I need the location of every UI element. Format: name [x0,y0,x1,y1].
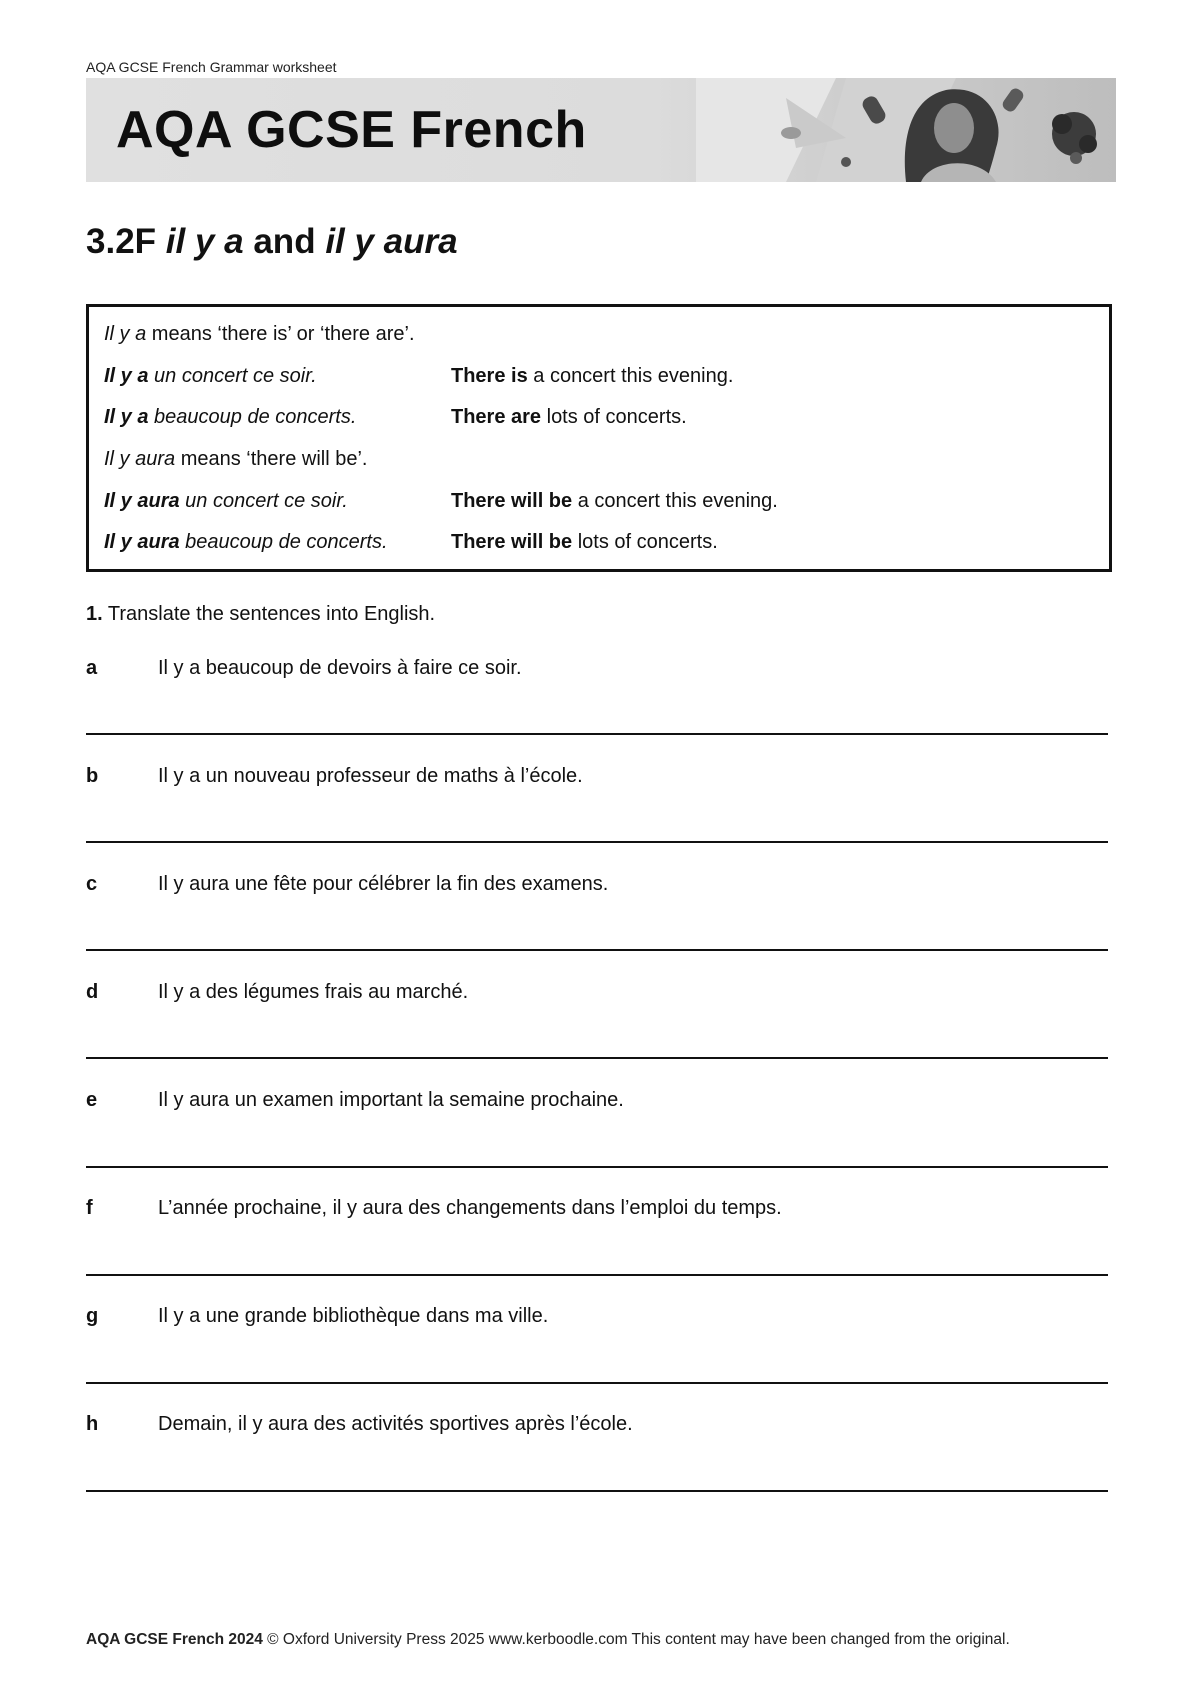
rule-text: means ‘there will be’. [175,448,368,470]
example-en-rest: lots of concerts. [541,406,687,428]
example-fr-rest: beaucoup de concerts. [148,406,357,428]
question-text: Demain, il y aura des activités sportives après l’école. [158,1413,633,1435]
answer-line[interactable] [86,733,1108,735]
section-title-term-2: il y aura [325,222,458,261]
example-en [451,406,687,429]
section-title-and: and [253,222,316,261]
example-en-keyword: There are [451,406,542,428]
example-fr-rest: beaucoup de concerts. [179,531,388,553]
question-letter: b [86,765,99,787]
question-text: Il y a une grande bibliothèque dans ma ville. [158,1305,549,1327]
section-title [86,222,458,262]
question-letter: c [86,873,98,895]
example-en-keyword: There will be [451,490,573,512]
example-en-rest: lots of concerts. [572,531,718,553]
footer-product: AQA GCSE French 2024 [86,1631,263,1648]
question-text: L’année prochaine, il y aura des changements dans l’emploi du temps. [158,1197,782,1219]
example-fr [104,490,348,513]
worksheet-header: AQA GCSE French Grammar worksheet [86,59,337,75]
answer-line[interactable] [86,1490,1108,1492]
example-en-rest: a concert this evening. [572,490,778,512]
rule-term: Il y a [104,323,147,345]
banner-title: AQA GCSE French [116,101,587,159]
grammar-rule-2 [104,448,367,471]
section-code: 3.2F [86,222,157,261]
example-fr [104,406,356,429]
answer-line[interactable] [86,1274,1108,1276]
rule-text: means ‘there is’ or ‘there are’. [146,323,415,345]
question-letter: g [86,1305,99,1327]
answer-line[interactable] [86,1382,1108,1384]
grammar-rule-1 [104,323,415,346]
question-letter: f [86,1197,93,1219]
example-en [451,490,778,513]
example-en-rest: a concert this evening. [527,365,734,387]
question-letter: a [86,657,98,679]
question-text: Il y aura un examen important la semaine prochaine. [158,1089,624,1111]
example-fr-keyword: Il y a [104,406,149,428]
rule-term: Il y aura [104,448,176,470]
answer-line[interactable] [86,1166,1108,1168]
answer-line[interactable] [86,841,1108,843]
example-fr-rest: un concert ce soir. [148,365,317,387]
question-letter: e [86,1089,98,1111]
title-banner [86,78,1116,182]
example-fr-rest: un concert ce soir. [179,490,348,512]
example-fr-keyword: Il y aura [104,490,180,512]
question-letter: d [86,981,99,1003]
question-text: Il y aura une fête pour célébrer la fin des examens. [158,873,609,895]
answer-line[interactable] [86,949,1108,951]
exercise-instruction [86,603,435,626]
grammar-box [86,304,1112,572]
footer-copyright: © Oxford University Press 2025 www.kerboodle.com This content may have been changed from the original. [262,1631,1010,1648]
example-fr-keyword: Il y aura [104,531,180,553]
exercise-instruction-text: Translate the sentences into English. [102,603,436,625]
section-title-term-1: il y a [165,222,244,261]
question-text: Il y a beaucoup de devoirs à faire ce soir. [158,657,522,679]
page-footer [86,1631,1010,1649]
example-en-keyword: There will be [451,531,573,553]
question-text: Il y a un nouveau professeur de maths à l’école. [158,765,583,787]
example-fr [104,365,317,388]
question-letter: h [86,1413,99,1435]
example-en [451,531,718,554]
banner-illustration [696,78,1116,182]
example-fr-keyword: Il y a [104,365,149,387]
question-text: Il y a des légumes frais au marché. [158,981,469,1003]
example-fr [104,531,388,554]
example-en [451,365,733,388]
example-en-keyword: There is [451,365,528,387]
answer-line[interactable] [86,1057,1108,1059]
exercise-number: 1. [86,603,103,625]
